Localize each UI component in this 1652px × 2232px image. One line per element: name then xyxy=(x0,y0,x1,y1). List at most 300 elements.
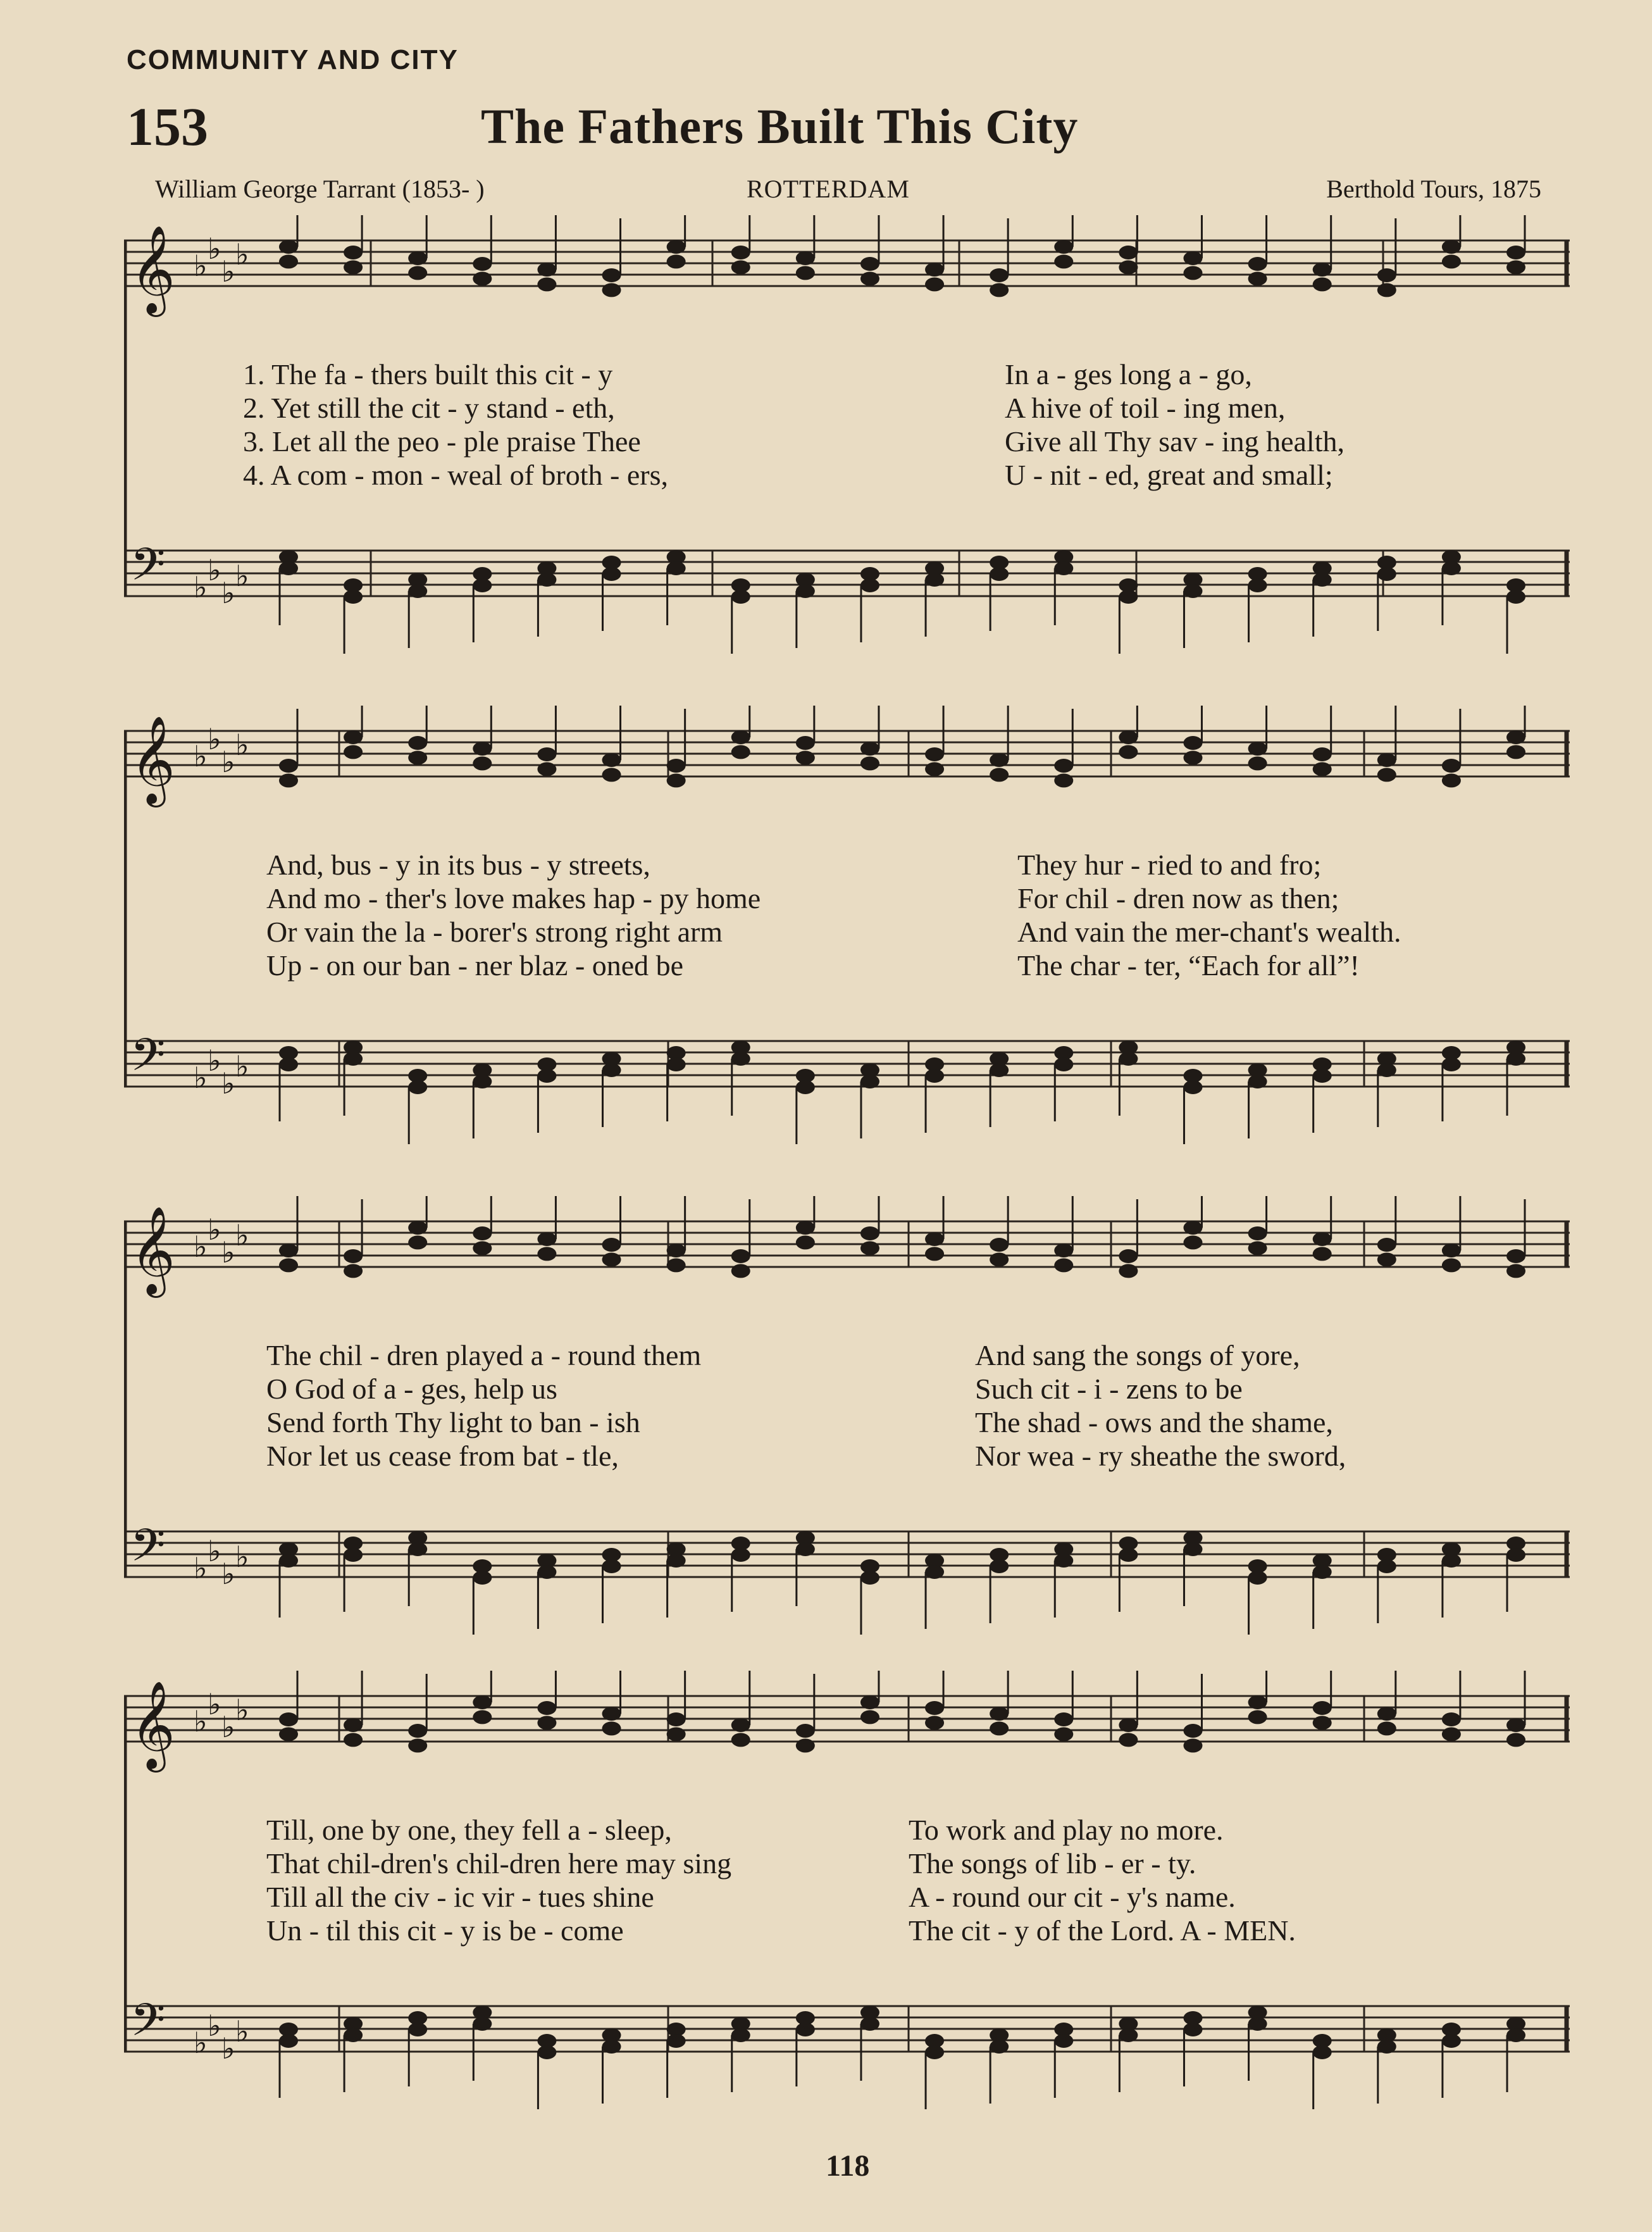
note-head xyxy=(1248,1571,1267,1585)
note-head xyxy=(408,251,427,265)
note-head xyxy=(860,271,879,285)
note-head xyxy=(408,1235,427,1249)
lyric-line: Give all Thy sav - ing health, xyxy=(1005,425,1345,458)
note-head xyxy=(602,2040,621,2054)
lyric-line: The songs of lib - er - ty. xyxy=(909,1847,1196,1880)
lyric-line: Till all the civ - ic vir - tues shine xyxy=(266,1881,654,1913)
note-head xyxy=(1054,1554,1073,1568)
note-head xyxy=(344,1052,363,1066)
lyric-line: A - round our cit - y's name. xyxy=(909,1881,1236,1913)
note-head xyxy=(731,1548,750,1562)
music-system-1 xyxy=(124,215,1570,702)
note-head xyxy=(1506,1052,1525,1066)
lyric-line: 3. Let all the peo - ple praise Thee xyxy=(243,425,641,458)
note-head xyxy=(731,246,750,259)
note-head xyxy=(537,1247,556,1261)
note-head xyxy=(1054,773,1073,787)
note-head xyxy=(667,561,686,575)
lyrics-right xyxy=(975,1338,1346,1473)
flat-icon: ♭ xyxy=(235,1049,249,1083)
note-head xyxy=(1313,762,1332,776)
note-head xyxy=(796,1724,815,1738)
note-head xyxy=(1119,590,1138,604)
note-head xyxy=(537,762,556,776)
note-head xyxy=(860,1571,879,1585)
treble-clef-icon: 𝄞 xyxy=(130,225,175,313)
note-head xyxy=(602,1559,621,1573)
note-head xyxy=(667,773,686,787)
note-head xyxy=(602,1238,621,1252)
note-head xyxy=(1506,1264,1525,1278)
note-head xyxy=(1183,1542,1202,1556)
note-head xyxy=(731,745,750,759)
note-head xyxy=(667,1057,686,1071)
lyric-line: 4. A com - mon - weal of broth - ers, xyxy=(243,459,668,491)
note-head xyxy=(1248,1226,1267,1240)
flat-icon: ♭ xyxy=(235,1693,249,1727)
flat-icon: ♭ xyxy=(208,1213,221,1247)
note-head xyxy=(408,1738,427,1752)
note-head xyxy=(1377,283,1396,297)
lyric-line: A hive of toil - ing men, xyxy=(1005,392,1286,424)
note-head xyxy=(602,753,621,767)
note-head xyxy=(473,1710,492,1724)
note-head xyxy=(1054,1712,1073,1726)
note-head xyxy=(990,1063,1009,1077)
note-head xyxy=(1442,1258,1461,1272)
flat-icon: ♭ xyxy=(235,728,249,762)
flat-icon: ♭ xyxy=(235,237,249,271)
note-head xyxy=(796,2023,815,2036)
note-head xyxy=(1506,590,1525,604)
note-head xyxy=(537,747,556,761)
note-head xyxy=(473,2017,492,2031)
note-head xyxy=(602,1707,621,1721)
flat-icon: ♭ xyxy=(208,1534,221,1568)
note-head xyxy=(537,263,556,277)
note-head xyxy=(408,584,427,598)
flat-icon: ♭ xyxy=(194,739,208,773)
note-head xyxy=(408,266,427,280)
note-head xyxy=(1506,246,1525,259)
note-head xyxy=(602,1252,621,1266)
note-head xyxy=(1377,753,1396,767)
note-head xyxy=(1377,1063,1396,1077)
note-head xyxy=(1442,1057,1461,1071)
note-head xyxy=(731,1249,750,1263)
flat-icon: ♭ xyxy=(194,570,208,604)
flat-icon: ♭ xyxy=(208,1044,221,1078)
note-head xyxy=(1054,2034,1073,2048)
note-head xyxy=(1054,1727,1073,1741)
note-head xyxy=(344,246,363,259)
note-head xyxy=(1248,1075,1267,1088)
note-head xyxy=(1183,1080,1202,1094)
lyric-line: O God of a - ges, help us xyxy=(266,1373,557,1405)
note-head xyxy=(860,1241,879,1255)
note-head xyxy=(731,2028,750,2042)
note-head xyxy=(1248,271,1267,285)
note-head xyxy=(1183,1235,1202,1249)
note-head xyxy=(667,240,686,254)
note-head xyxy=(860,2017,879,2031)
note-head xyxy=(344,1718,363,1732)
note-head xyxy=(731,1718,750,1732)
treble-clef-icon: 𝄞 xyxy=(130,1681,175,1769)
note-head xyxy=(279,1258,298,1272)
note-head xyxy=(602,768,621,782)
note-head xyxy=(860,756,879,770)
note-head xyxy=(1313,1247,1332,1261)
note-head xyxy=(1119,246,1138,259)
bass-clef-icon: 𝄢 xyxy=(130,1029,166,1092)
note-head xyxy=(602,283,621,297)
note-head xyxy=(279,759,298,773)
note-head xyxy=(1506,2028,1525,2042)
note-head xyxy=(925,263,944,277)
note-head xyxy=(1313,263,1332,277)
note-head xyxy=(473,271,492,285)
note-head xyxy=(860,257,879,271)
bass-clef-icon: 𝄢 xyxy=(130,1994,166,2057)
note-head xyxy=(1183,251,1202,265)
note-head xyxy=(667,1554,686,1568)
lyric-line: Up - on our ban - ner blaz - oned be xyxy=(266,949,684,982)
note-head xyxy=(1183,266,1202,280)
note-head xyxy=(279,773,298,787)
note-head xyxy=(1442,1712,1461,1726)
flat-icon: ♭ xyxy=(194,1551,208,1585)
lyric-line: For chil - dren now as then; xyxy=(1017,882,1339,914)
note-head xyxy=(344,260,363,274)
note-head xyxy=(1183,736,1202,750)
treble-clef-icon: 𝄞 xyxy=(130,1206,175,1294)
lyric-line: And mo - ther's love makes hap - py home xyxy=(266,882,761,914)
note-head xyxy=(537,1701,556,1715)
note-head xyxy=(1313,2045,1332,2059)
section-title: COMMUNITY AND CITY xyxy=(127,44,459,75)
note-head xyxy=(1248,1710,1267,1724)
note-head xyxy=(537,2045,556,2059)
note-head xyxy=(731,260,750,274)
note-head xyxy=(1377,268,1396,282)
note-head xyxy=(344,2028,363,2042)
note-head xyxy=(344,1548,363,1562)
note-head xyxy=(1248,1695,1267,1709)
note-head xyxy=(1119,1548,1138,1562)
flat-icon: ♭ xyxy=(208,553,221,587)
note-head xyxy=(1119,1249,1138,1263)
note-head xyxy=(796,1221,815,1235)
note-head xyxy=(473,1226,492,1240)
note-head xyxy=(537,1232,556,1246)
flat-icon: ♭ xyxy=(235,1540,249,1574)
note-head xyxy=(925,1247,944,1261)
note-head xyxy=(1442,2034,1461,2048)
composer-credit: Berthold Tours, 1875 xyxy=(1326,175,1541,203)
flat-icon: ♭ xyxy=(221,576,235,610)
note-head xyxy=(1313,1232,1332,1246)
lyrics-right xyxy=(909,1813,1296,1947)
lyric-line: And vain the mer-chant's wealth. xyxy=(1017,916,1401,948)
note-head xyxy=(1377,567,1396,581)
lyric-line: 1. The fa - thers built this cit - y xyxy=(243,358,613,390)
note-head xyxy=(1506,260,1525,274)
note-head xyxy=(1506,1733,1525,1747)
note-head xyxy=(473,742,492,756)
flat-icon: ♭ xyxy=(221,1710,235,1744)
note-head xyxy=(1313,1716,1332,1730)
note-head xyxy=(1248,2017,1267,2031)
flat-icon: ♭ xyxy=(208,232,221,266)
note-head xyxy=(667,759,686,773)
flat-icon: ♭ xyxy=(235,559,249,593)
note-head xyxy=(796,1542,815,1556)
note-head xyxy=(990,753,1009,767)
note-head xyxy=(667,1712,686,1726)
note-head xyxy=(796,736,815,750)
note-head xyxy=(1248,257,1267,271)
note-head xyxy=(1054,1244,1073,1257)
lyrics-right xyxy=(1005,358,1345,492)
note-head xyxy=(344,1733,363,1747)
note-head xyxy=(860,1695,879,1709)
music-system-2 xyxy=(124,706,1570,1193)
lyric-line: In a - ges long a - go, xyxy=(1005,358,1252,390)
lyric-line: They hur - ried to and fro; xyxy=(1017,849,1322,881)
note-head xyxy=(925,1701,944,1715)
note-head xyxy=(1248,742,1267,756)
flat-icon: ♭ xyxy=(208,1687,221,1721)
note-head xyxy=(344,730,363,744)
note-head xyxy=(1248,1241,1267,1255)
note-head xyxy=(344,1264,363,1278)
note-head xyxy=(667,1258,686,1272)
note-head xyxy=(990,283,1009,297)
note-head xyxy=(344,590,363,604)
note-head xyxy=(796,1738,815,1752)
note-head xyxy=(1313,1701,1332,1715)
lyric-line: U - nit - ed, great and small; xyxy=(1005,459,1333,491)
note-head xyxy=(279,1727,298,1741)
lyric-line: Send forth Thy light to ban - ish xyxy=(266,1406,640,1438)
tune-name: ROTTERDAM xyxy=(747,175,910,203)
note-head xyxy=(990,768,1009,782)
note-head xyxy=(279,2034,298,2048)
note-head xyxy=(1248,756,1267,770)
note-head xyxy=(731,590,750,604)
note-head xyxy=(602,1721,621,1735)
note-head xyxy=(796,266,815,280)
note-head xyxy=(731,1733,750,1747)
note-head xyxy=(1506,1249,1525,1263)
flat-icon: ♭ xyxy=(194,249,208,283)
note-head xyxy=(537,1565,556,1579)
note-head xyxy=(1377,1252,1396,1266)
flat-icon: ♭ xyxy=(194,1230,208,1264)
note-head xyxy=(408,2023,427,2036)
treble-clef-icon: 𝄞 xyxy=(130,716,175,804)
note-head xyxy=(1183,1738,1202,1752)
note-head xyxy=(473,578,492,592)
lyric-line: Such cit - i - zens to be xyxy=(975,1373,1243,1405)
note-head xyxy=(925,277,944,291)
note-head xyxy=(731,1264,750,1278)
note-head xyxy=(860,1226,879,1240)
note-head xyxy=(1313,573,1332,587)
note-head xyxy=(1183,584,1202,598)
lyric-line: Nor let us cease from bat - tle, xyxy=(266,1440,619,1472)
lyric-line: And, bus - y in its bus - y streets, xyxy=(266,849,650,881)
note-head xyxy=(925,747,944,761)
note-head xyxy=(1442,759,1461,773)
note-head xyxy=(1506,1718,1525,1732)
note-head xyxy=(602,567,621,581)
note-head xyxy=(1054,1258,1073,1272)
note-head xyxy=(1054,561,1073,575)
note-head xyxy=(537,1069,556,1083)
note-head xyxy=(473,1241,492,1255)
note-head xyxy=(667,254,686,268)
note-head xyxy=(796,751,815,764)
note-head xyxy=(1119,1733,1138,1747)
note-head xyxy=(1183,1221,1202,1235)
note-head xyxy=(1183,1724,1202,1738)
note-head xyxy=(1119,1718,1138,1732)
note-head xyxy=(925,2045,944,2059)
note-head xyxy=(1506,730,1525,744)
hymn-number: 153 xyxy=(127,96,208,157)
note-head xyxy=(279,1712,298,1726)
note-head xyxy=(1119,1264,1138,1278)
note-head xyxy=(1377,768,1396,782)
note-head xyxy=(1248,578,1267,592)
lyric-line: Nor wea - ry sheathe the sword, xyxy=(975,1440,1346,1472)
note-head xyxy=(860,578,879,592)
lyric-line: And sang the songs of yore, xyxy=(975,1339,1300,1371)
note-head xyxy=(1377,1721,1396,1735)
flat-icon: ♭ xyxy=(194,1704,208,1738)
flat-icon: ♭ xyxy=(208,2009,221,2043)
note-head xyxy=(408,1080,427,1094)
note-head xyxy=(667,2034,686,2048)
flat-icon: ♭ xyxy=(235,1218,249,1252)
note-head xyxy=(860,1075,879,1088)
note-head xyxy=(537,1716,556,1730)
note-head xyxy=(1506,745,1525,759)
bass-clef-icon: 𝄢 xyxy=(130,539,166,602)
page-number: 118 xyxy=(826,2149,870,2183)
note-head xyxy=(1442,773,1461,787)
flat-icon: ♭ xyxy=(194,2026,208,2060)
flat-icon: ♭ xyxy=(221,2031,235,2066)
note-head xyxy=(731,730,750,744)
note-head xyxy=(473,1075,492,1088)
lyrics-left xyxy=(266,1813,731,1947)
lyric-line: To work and play no more. xyxy=(909,1814,1224,1846)
note-head xyxy=(990,1238,1009,1252)
note-head xyxy=(990,1559,1009,1573)
note-head xyxy=(667,1244,686,1257)
note-head xyxy=(1119,260,1138,274)
note-head xyxy=(1442,1727,1461,1741)
lyric-line: The shad - ows and the shame, xyxy=(975,1406,1333,1438)
note-head xyxy=(1054,1057,1073,1071)
lyric-line: The cit - y of the Lord. A - MEN. xyxy=(909,1914,1296,1947)
note-head xyxy=(667,1727,686,1741)
flat-icon: ♭ xyxy=(221,1235,235,1269)
note-head xyxy=(1119,1052,1138,1066)
flat-icon: ♭ xyxy=(221,1066,235,1100)
note-head xyxy=(1054,254,1073,268)
lyric-line: The char - ter, “Each for all”! xyxy=(1017,949,1360,982)
note-head xyxy=(731,1052,750,1066)
note-head xyxy=(344,1249,363,1263)
note-head xyxy=(990,1721,1009,1735)
note-head xyxy=(408,1724,427,1738)
note-head xyxy=(1377,1707,1396,1721)
note-head xyxy=(1313,1565,1332,1579)
note-head xyxy=(990,1707,1009,1721)
music-system-3 xyxy=(124,1196,1570,1683)
note-head xyxy=(279,240,298,254)
flat-icon: ♭ xyxy=(221,254,235,289)
note-head xyxy=(279,561,298,575)
note-head xyxy=(1054,759,1073,773)
note-head xyxy=(1377,1559,1396,1573)
note-head xyxy=(925,1565,944,1579)
note-head xyxy=(925,1716,944,1730)
note-head xyxy=(602,268,621,282)
note-head xyxy=(925,762,944,776)
note-head xyxy=(1313,1069,1332,1083)
lyrics-left xyxy=(266,848,761,982)
note-head xyxy=(925,573,944,587)
note-head xyxy=(473,756,492,770)
note-head xyxy=(1506,1548,1525,1562)
lyric-line: Or vain the la - borer's strong right arm xyxy=(266,916,723,948)
note-head xyxy=(408,751,427,764)
note-head xyxy=(925,1069,944,1083)
note-head xyxy=(796,1235,815,1249)
note-head xyxy=(1442,240,1461,254)
bass-clef-icon: 𝄢 xyxy=(130,1519,166,1583)
note-head xyxy=(1119,745,1138,759)
note-head xyxy=(990,567,1009,581)
note-head xyxy=(860,1710,879,1724)
note-head xyxy=(473,1571,492,1585)
note-head xyxy=(473,257,492,271)
note-head xyxy=(796,1080,815,1094)
note-head xyxy=(408,1542,427,1556)
lyric-line: The chil - dren played a - round them xyxy=(266,1339,702,1371)
note-head xyxy=(925,1232,944,1246)
note-head xyxy=(473,1695,492,1709)
flat-icon: ♭ xyxy=(208,722,221,756)
note-head xyxy=(1119,730,1138,744)
music-system-4 xyxy=(124,1671,1570,2158)
note-head xyxy=(344,745,363,759)
lyric-line: That chil-dren's chil-dren here may sing xyxy=(266,1847,732,1880)
note-head xyxy=(1442,254,1461,268)
note-head xyxy=(1313,277,1332,291)
note-head xyxy=(1054,240,1073,254)
note-head xyxy=(1313,747,1332,761)
flat-icon: ♭ xyxy=(235,2014,249,2048)
flat-icon: ♭ xyxy=(194,1061,208,1095)
note-head xyxy=(1183,751,1202,764)
note-head xyxy=(1119,2028,1138,2042)
